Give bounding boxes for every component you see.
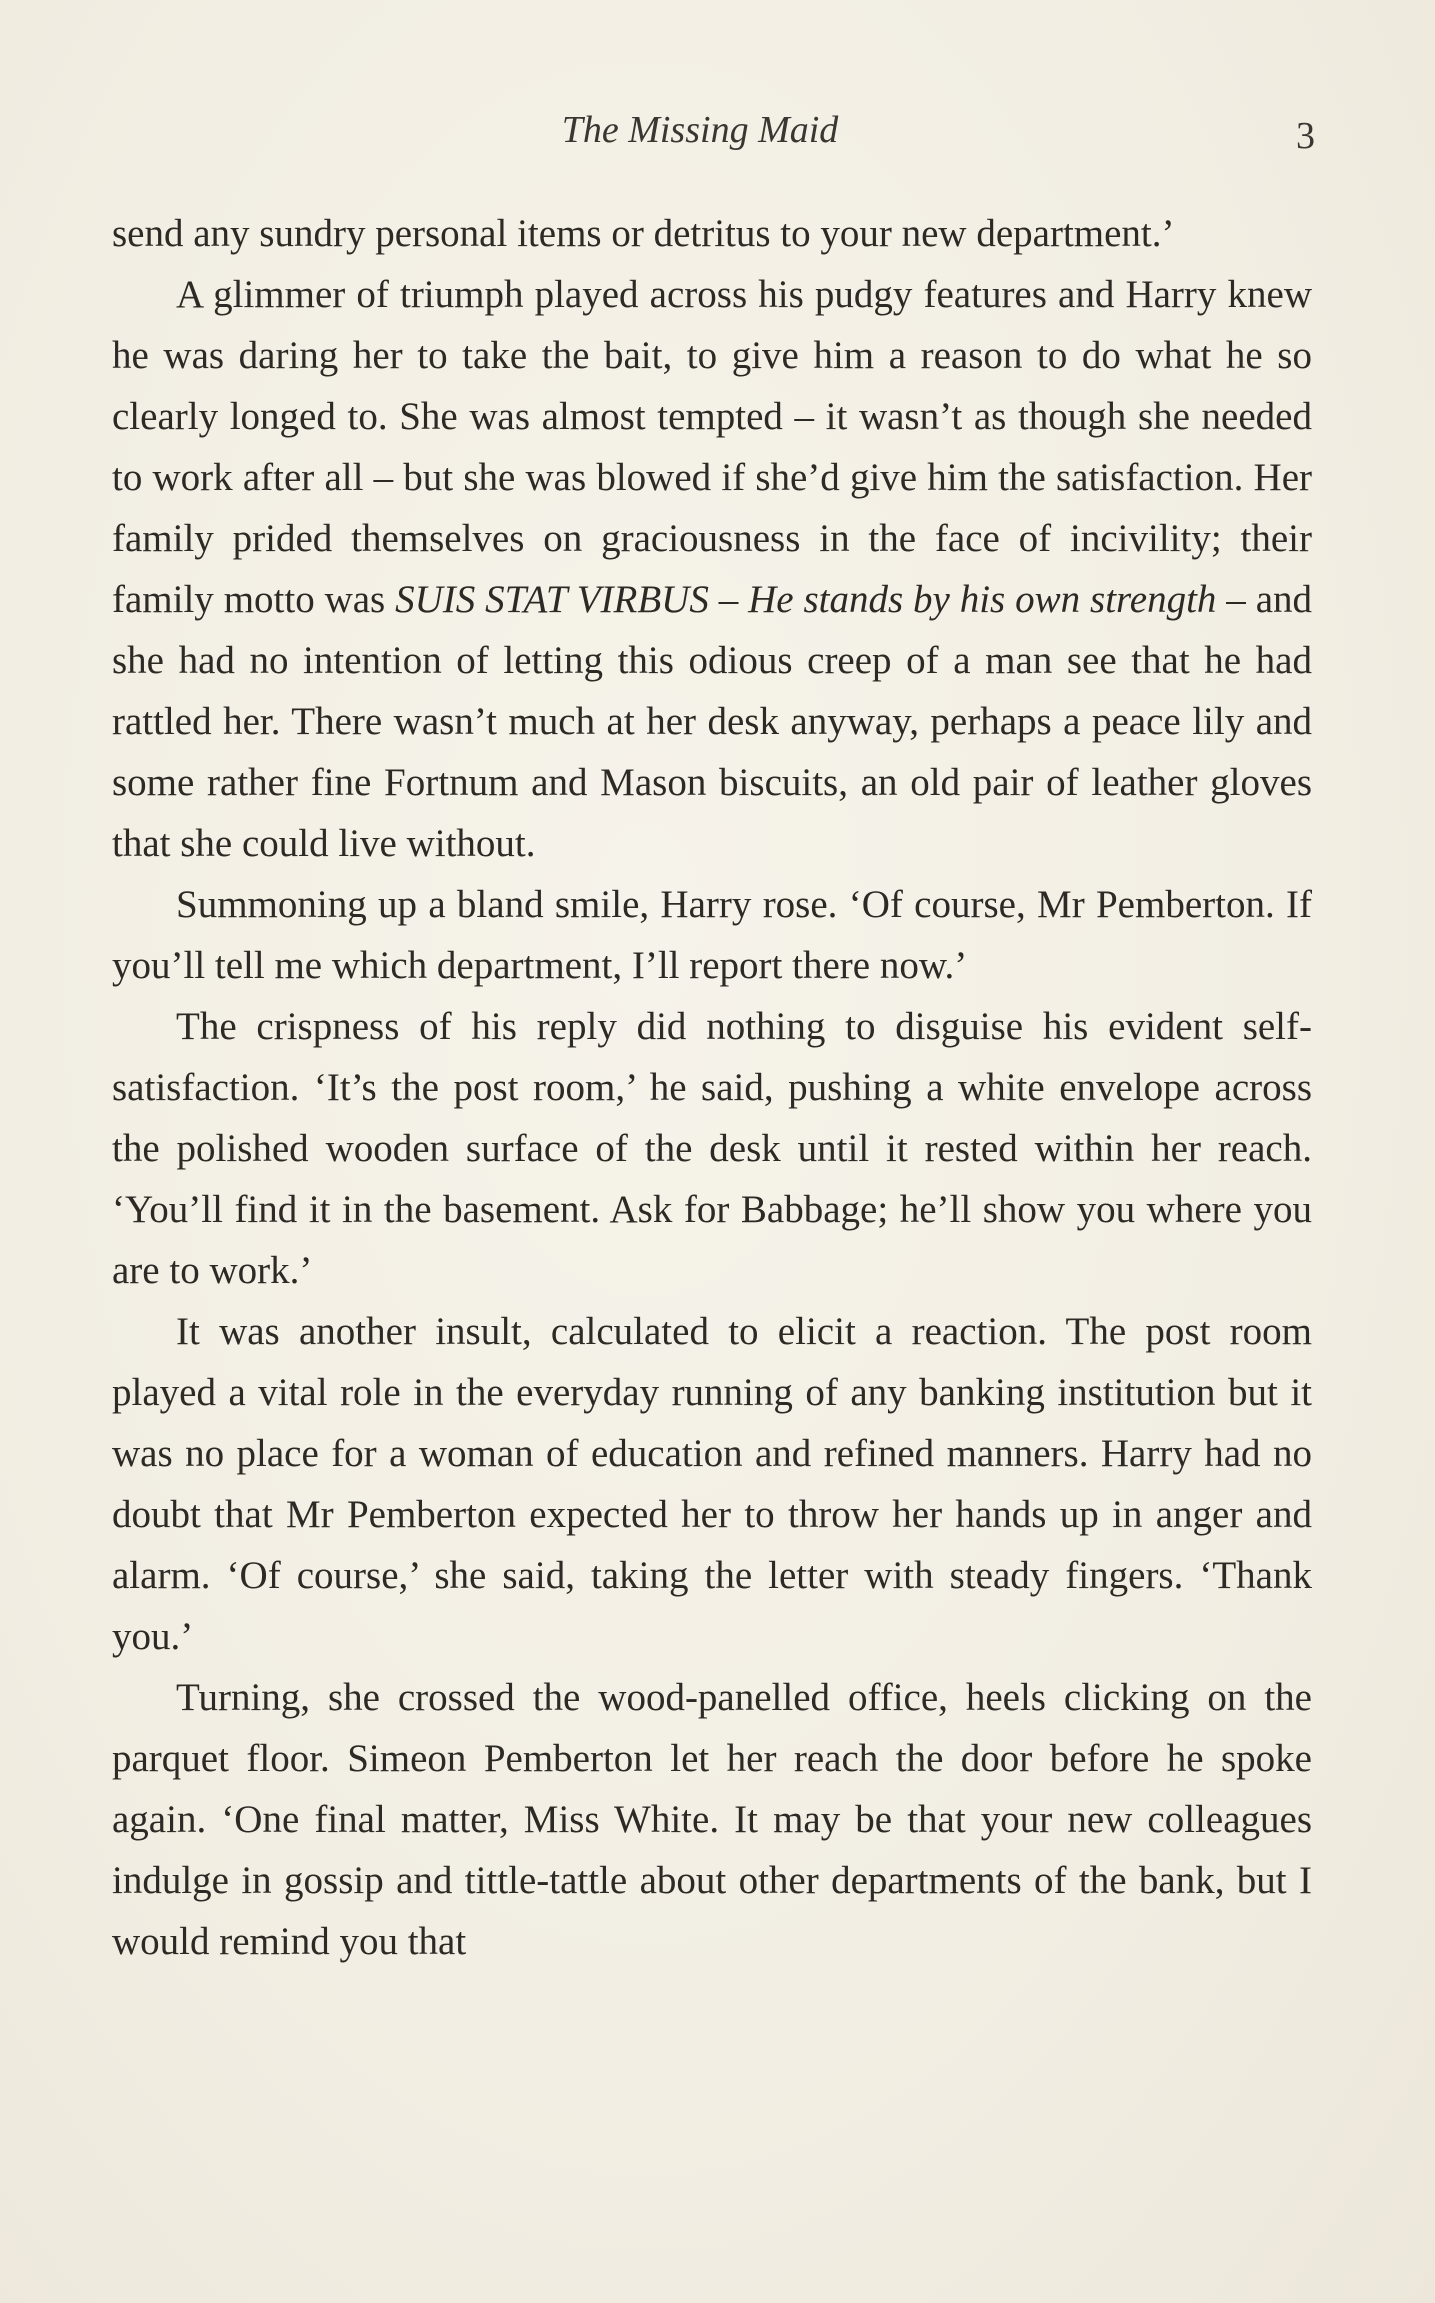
paragraph-text: The crispness of his reply did nothing to disguise his evident self-satisfaction. ‘It’s the post room,’ he said, pushing a white envelope across the polished wooden surface of the desk until it rested within her reach. ‘You’ll find it in the basement. Ask for Babbage; he’ll show you where you are to work.’ bbox=[112, 1005, 1312, 1292]
paragraph-text: A glimmer of triumph played across his pudgy features and Harry knew he was daring her to take the bait, to give him a reason to do what he so clearly longed to. She was almost tempted – it wasn’t as though she needed to work after all – but she was blowed if she’d give him the satisfaction. Her family prided themselves on graciousness in the face of incivility; their family motto was bbox=[112, 273, 1312, 621]
paragraph bbox=[112, 1667, 1312, 1972]
paragraph bbox=[112, 1301, 1312, 1667]
paragraph bbox=[112, 996, 1312, 1301]
page-number: 3 bbox=[1296, 115, 1315, 157]
paragraph-text: send any sundry personal items or detritus to your new department.’ bbox=[112, 212, 1175, 255]
paragraph-text: Turning, she crossed the wood-panelled office, heels clicking on the parquet floor. Simeon Pemberton let her reach the door before he spoke again. ‘One final matter, Miss White. It may be that your new colleagues indulge in gossip and tittle-tattle about other departments of the bank, but I would remind you that bbox=[112, 1676, 1312, 1963]
paragraph bbox=[112, 264, 1312, 874]
paragraph-text: – and she had no intention of letting this odious creep of a man see that he had rattled her. There wasn’t much at her desk anyway, perhaps a peace lily and some rather fine Fortnum and Mason biscuits, an old pair of leather gloves that she could live without. bbox=[112, 578, 1313, 865]
running-title: The Missing Maid bbox=[561, 109, 839, 151]
body-text bbox=[112, 203, 1312, 1972]
paragraph-text: Summoning up a bland smile, Harry rose. ‘Of course, Mr Pemberton. If you’ll tell me which department, I’ll report there now.’ bbox=[112, 883, 1312, 987]
family-motto: SUIS STAT VIRBUS – He stands by his own strength bbox=[395, 578, 1217, 621]
paragraph-text: It was another insult, calculated to elicit a reaction. The post room played a vital role in the everyday running of any banking institution but it was no place for a woman of education and refined manners. Harry had no doubt that Mr Pemberton expected her to throw her hands up in anger and alarm. ‘Of course,’ she said, taking the letter with steady fingers. ‘Thank you.’ bbox=[112, 1310, 1312, 1658]
paragraph bbox=[112, 874, 1312, 996]
paragraph bbox=[112, 203, 1312, 264]
running-head bbox=[0, 100, 1435, 160]
